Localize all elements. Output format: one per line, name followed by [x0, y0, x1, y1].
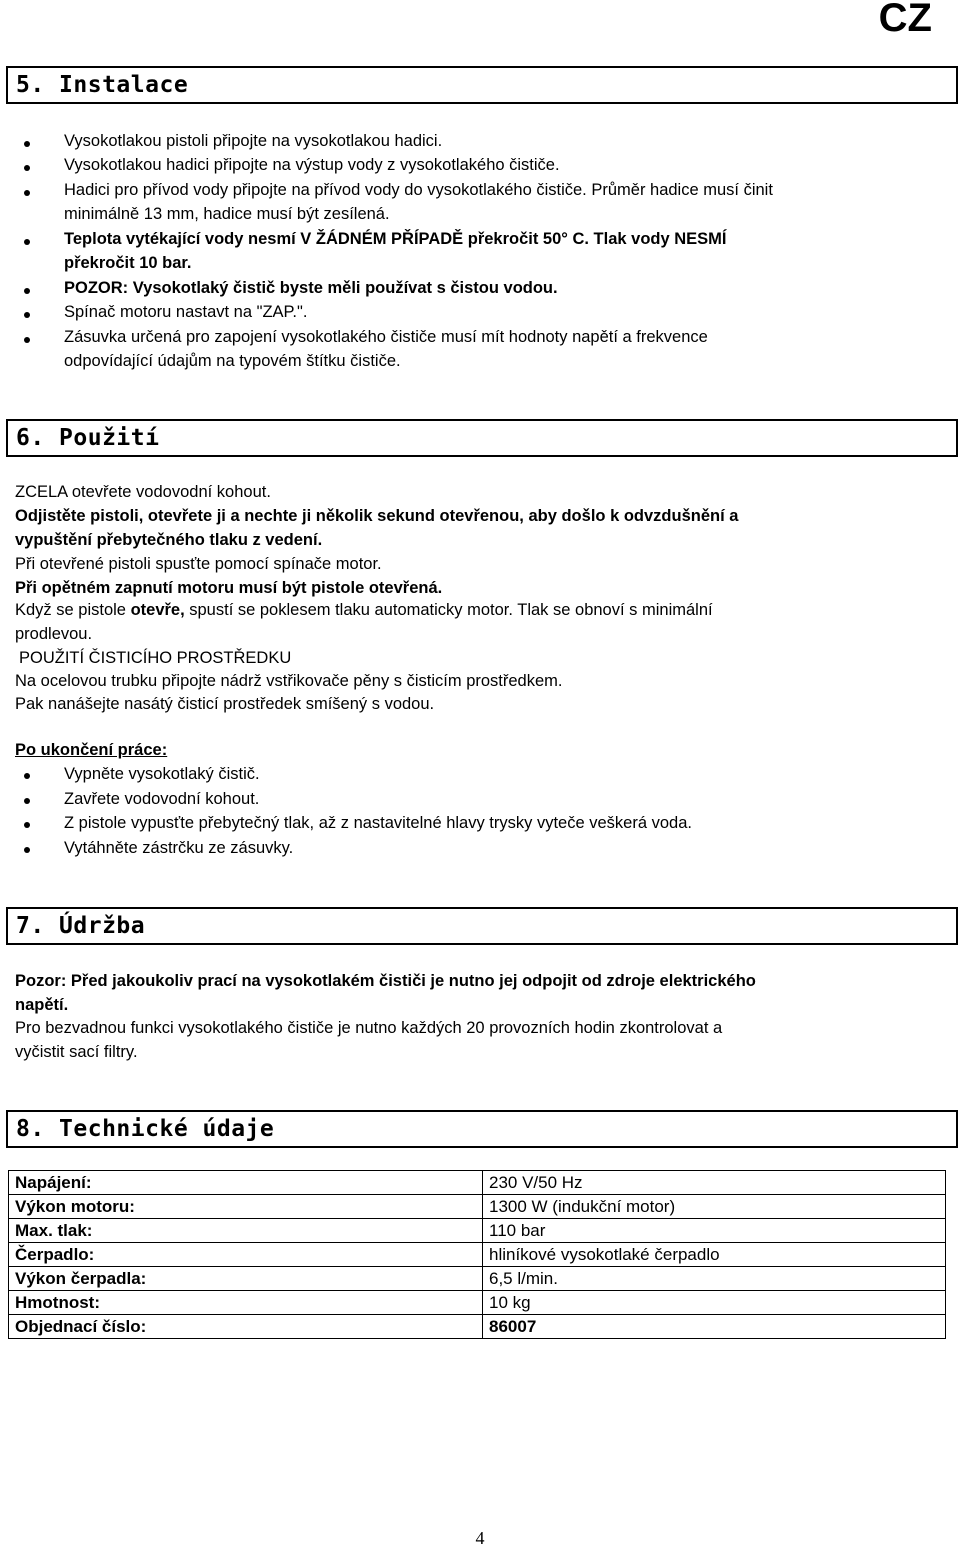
paragraph-line: Pro bezvadnou funkci vysokotlakého čističe je nutno každých 20 provozních hodin zkontrolovat a: [15, 1019, 723, 1037]
text-run: spustí se poklesem tlaku automaticky motor. Tlak se obnoví s minimální: [184, 601, 713, 619]
list-item: Spínač motoru nastavt na "ZAP.".: [64, 303, 308, 321]
bullet: [24, 773, 30, 779]
text-run: Když se pistole: [15, 601, 131, 619]
paragraph-line: Odjistěte pistoli, otevřete ji a nechte ji několik sekund otevřenou, aby došlo k odvzdušnění a: [15, 507, 739, 525]
bullet: [24, 239, 30, 245]
section-7-header: [6, 907, 958, 945]
paragraph-line: Pak nanášejte nasátý čisticí prostředek smíšený s vodou.: [15, 695, 435, 713]
table-row: [9, 1291, 946, 1315]
after-work-heading: Po ukončení práce:: [15, 741, 168, 759]
table-value: 6,5 l/min.: [483, 1267, 946, 1291]
list-item: POZOR: Vysokotlaký čistič byste měli používat s čistou vodou.: [64, 279, 558, 297]
bullet: [24, 822, 30, 828]
list-item: Vypněte vysokotlaký čistič.: [64, 765, 260, 783]
section-title: 8. Technické údaje: [16, 1116, 275, 1142]
bullet: [24, 312, 30, 318]
text-run-bold: otevře,: [130, 601, 185, 619]
list-item-cont: překročit 10 bar.: [64, 254, 192, 272]
section-5-header: [6, 66, 958, 104]
table-row: [9, 1219, 946, 1243]
bullet: [24, 141, 30, 147]
paragraph-line: Pozor: Před jakoukoliv prací na vysokotlakém čističi je nutno jej odpojit od zdroje elektrického: [15, 972, 756, 990]
table-row: [9, 1315, 946, 1339]
section-title: 7. Údržba: [16, 913, 146, 939]
paragraph-line: ZCELA otevřete vodovodní kohout.: [15, 483, 271, 501]
table-key: Objednací číslo:: [9, 1315, 483, 1339]
table-value: 110 bar: [483, 1219, 946, 1243]
page-number: 4: [475, 1528, 485, 1548]
table-row: [9, 1243, 946, 1267]
table-row: [9, 1171, 946, 1195]
list-item: Hadici pro přívod vody připojte na přívod vody do vysokotlakého čističe. Průměr hadice musí činit: [64, 181, 773, 199]
section-title: 5. Instalace: [16, 72, 189, 98]
subheading: POUŽITÍ ČISTICÍHO PROSTŘEDKU: [19, 649, 292, 667]
bullet: [24, 165, 30, 171]
paragraph-line: prodlevou.: [15, 625, 93, 643]
table-value: 230 V/50 Hz: [483, 1171, 946, 1195]
section-8-header: [6, 1110, 958, 1148]
paragraph-line: Při otevřené pistoli spusťte pomocí spínače motor.: [15, 555, 382, 573]
language-code: CZ: [878, 0, 932, 40]
table-key: Napájení:: [9, 1171, 483, 1195]
paragraph-line: Při opětném zapnutí motoru musí být pistole otevřená.: [15, 579, 443, 597]
paragraph-line: [15, 598, 713, 623]
table-value: 1300 W (indukční motor): [483, 1195, 946, 1219]
paragraph-line: vyčistit sací filtry.: [15, 1043, 138, 1061]
bullet: [24, 337, 30, 343]
list-item: Zavřete vodovodní kohout.: [64, 790, 260, 808]
table-key: Čerpadlo:: [9, 1243, 483, 1267]
section-title: 6. Použití: [16, 425, 160, 451]
table-key: Výkon čerpadla:: [9, 1267, 483, 1291]
list-item: Vysokotlakou pistoli připojte na vysokotlakou hadici.: [64, 132, 443, 150]
bullet: [24, 847, 30, 853]
list-item: Teplota vytékající vody nesmí V ŽÁDNÉM PŘÍPADĚ překročit 50° C. Tlak vody NESMÍ: [64, 230, 727, 248]
table-row: [9, 1195, 946, 1219]
technical-data-table: [8, 1170, 946, 1339]
list-item: Vysokotlakou hadici připojte na výstup vody z vysokotlakého čističe.: [64, 156, 560, 174]
list-item: Vytáhněte zástrčku ze zásuvky.: [64, 839, 294, 857]
bullet: [24, 288, 30, 294]
table-value: 10 kg: [483, 1291, 946, 1315]
list-item-cont: minimálně 13 mm, hadice musí být zesílená.: [64, 205, 390, 223]
paragraph-line: vypuštění přebytečného tlaku z vedení.: [15, 531, 323, 549]
table-row: [9, 1267, 946, 1291]
paragraph-line: napětí.: [15, 996, 69, 1014]
paragraph-line: Na ocelovou trubku připojte nádrž vstřikovače pěny s čisticím prostředkem.: [15, 672, 563, 690]
list-item: Zásuvka určená pro zapojení vysokotlakého čističe musí mít hodnoty napětí a frekvence: [64, 328, 708, 346]
table-key: Hmotnost:: [9, 1291, 483, 1315]
table-key: Max. tlak:: [9, 1219, 483, 1243]
bullet: [24, 798, 30, 804]
table-value: 86007: [483, 1315, 946, 1339]
list-item: Z pistole vypusťte přebytečný tlak, až z nastavitelné hlavy trysky vyteče veškerá voda.: [64, 814, 692, 832]
bullet: [24, 190, 30, 196]
section-6-header: [6, 419, 958, 457]
table-value: hliníkové vysokotlaké čerpadlo: [483, 1243, 946, 1267]
list-item-cont: odpovídající údajům na typovém štítku čističe.: [64, 352, 401, 370]
table-key: Výkon motoru:: [9, 1195, 483, 1219]
